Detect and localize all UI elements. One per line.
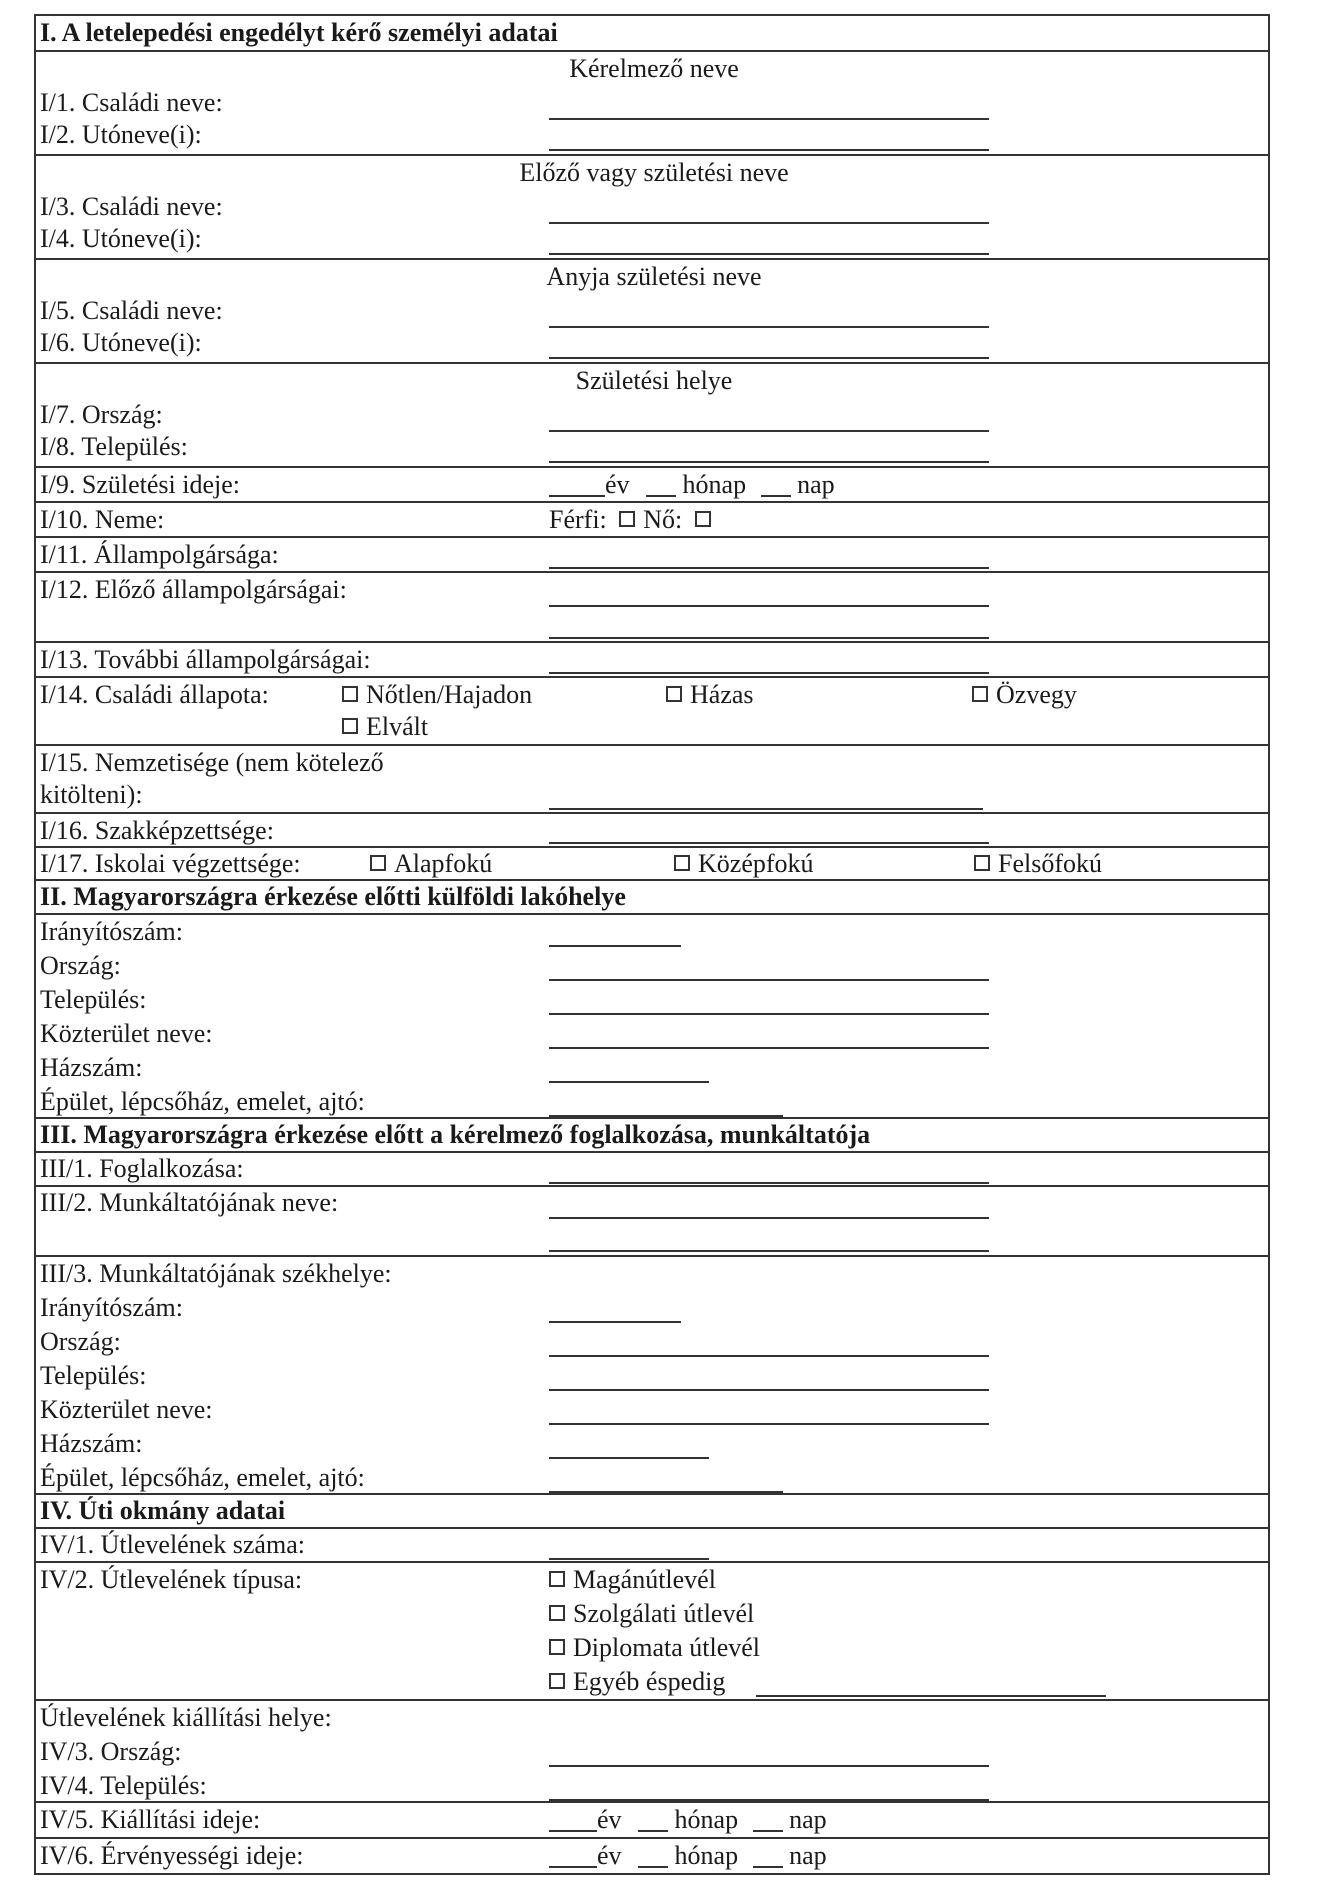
sex-female-label: Nő: [643, 505, 683, 534]
marital-married-label: Házas [690, 680, 754, 709]
iii1-row [36, 1153, 1268, 1187]
passport-other-input[interactable] [756, 1695, 1106, 1697]
education-higher-label: Felsőfokú [998, 849, 1102, 878]
field-label-i4: I/4. Utóneve(i): [40, 224, 202, 253]
field-label-i9: I/9. Születési ideje: [40, 470, 241, 499]
field-label-iv4: IV/4. Település: [40, 1771, 207, 1800]
employer-country-input[interactable] [549, 1355, 989, 1357]
education-basic-label: Alapfokú [394, 849, 493, 878]
marital-divorced-option[interactable] [342, 712, 428, 742]
birth-year-input[interactable] [549, 473, 605, 497]
validity-year-input[interactable] [549, 1844, 597, 1868]
passport-service-label: Szolgálati útlevél [573, 1599, 755, 1628]
iv6-row [36, 1839, 1268, 1875]
validity-day-input[interactable] [753, 1844, 783, 1868]
passport-diplomatic-checkbox[interactable] [549, 1639, 565, 1655]
i6-given-name-input[interactable] [549, 357, 989, 359]
field-label-i1: I/1. Családi neve: [40, 88, 223, 117]
passport-other-label: Egyéb éspedig [573, 1667, 726, 1696]
sex-options [549, 505, 719, 535]
section-3-header-row [36, 1119, 1268, 1153]
marital-single-option[interactable] [342, 680, 532, 710]
address-postcode-label: Irányítószám: [40, 917, 183, 946]
field-label-i15-line1: I/15. Nemzetisége (nem kötelező [40, 748, 384, 777]
education-secondary-label: Középfokú [698, 849, 814, 878]
birth-month-input[interactable] [646, 473, 676, 497]
field-label-i10: I/10. Neme: [40, 505, 165, 534]
i12-previous-citizenship-input-2[interactable] [549, 637, 989, 639]
issue-year-input[interactable] [549, 1808, 597, 1832]
sex-male-label: Férfi: [549, 505, 607, 534]
employer-house-label: Házszám: [40, 1429, 143, 1458]
passport-private-label: Magánútlevél [573, 1565, 716, 1594]
previous-name-title: Előző vagy születési neve [519, 158, 789, 187]
education-higher-checkbox[interactable] [974, 855, 990, 871]
i10-row [36, 503, 1268, 538]
field-label-iv1: IV/1. Útlevelének száma: [40, 1530, 305, 1559]
issue-date-field [549, 1805, 827, 1835]
marital-married-checkbox[interactable] [666, 686, 682, 702]
field-label-i16: I/16. Szakképzettsége: [40, 816, 274, 845]
marital-widowed-checkbox[interactable] [972, 686, 988, 702]
validity-month-input[interactable] [638, 1844, 668, 1868]
i16-qualification-input[interactable] [549, 842, 989, 844]
validity-year-unit: év [597, 1841, 622, 1870]
field-label-iii2: III/2. Munkáltatójának neve: [40, 1188, 339, 1217]
issue-year-unit: év [597, 1805, 622, 1834]
iii2-employer-name-input-2[interactable] [549, 1250, 989, 1252]
issue-place-label: Útlevelének kiállítási helye: [40, 1703, 332, 1732]
validity-date-field [549, 1841, 827, 1871]
employer-building-input[interactable] [549, 1491, 783, 1493]
i16-row [36, 814, 1268, 848]
field-label-i6: I/6. Utóneve(i): [40, 328, 202, 357]
marital-divorced-label: Elvált [366, 712, 429, 741]
education-basic-option[interactable] [370, 849, 492, 879]
issue-month-input[interactable] [638, 1808, 668, 1832]
validity-month-unit: hónap [674, 1841, 739, 1870]
iv5-row [36, 1803, 1268, 1839]
marital-widowed-label: Özvegy [996, 680, 1077, 709]
field-label-iv2: IV/2. Útlevelének típusa: [40, 1565, 303, 1594]
address-street-input[interactable] [549, 1047, 989, 1049]
field-label-iv5: IV/5. Kiállítási ideje: [40, 1805, 261, 1834]
iv2-row [36, 1563, 1268, 1701]
marital-divorced-checkbox[interactable] [342, 718, 358, 734]
field-label-i5: I/5. Családi neve: [40, 296, 223, 325]
iii2-employer-name-input-1[interactable] [549, 1217, 989, 1219]
education-secondary-option[interactable] [674, 849, 814, 879]
field-label-i3: I/3. Családi neve: [40, 192, 223, 221]
employer-street-input[interactable] [549, 1423, 989, 1425]
field-label-iii3: III/3. Munkáltatójának székhelye: [40, 1259, 392, 1288]
employer-house-input[interactable] [549, 1457, 709, 1459]
i11-row [36, 538, 1268, 573]
previous-name-group [36, 156, 1268, 260]
address-city-label: Település: [40, 985, 147, 1014]
education-secondary-checkbox[interactable] [674, 855, 690, 871]
section-1-header-row [36, 16, 1268, 52]
section-3-header: III. Magyarországra érkezése előtt a kérelmező foglalkozása, munkáltatója [40, 1120, 871, 1149]
passport-other-option[interactable] [549, 1667, 725, 1697]
iv4-city-input[interactable] [549, 1799, 989, 1801]
i14-row [36, 678, 1268, 746]
address-building-input[interactable] [549, 1115, 783, 1117]
iv1-passport-number-input[interactable] [549, 1558, 709, 1560]
education-basic-checkbox[interactable] [370, 855, 386, 871]
birth-day-input[interactable] [761, 473, 791, 497]
birthplace-group [36, 364, 1268, 468]
sex-female-checkbox[interactable] [695, 511, 711, 527]
i15-row [36, 746, 1268, 814]
address-city-input[interactable] [549, 1013, 989, 1015]
i9-row [36, 468, 1268, 503]
i4-given-name-input[interactable] [549, 253, 989, 255]
passport-private-checkbox[interactable] [549, 1571, 565, 1587]
field-label-i13: I/13. További állampolgárságai: [40, 645, 371, 674]
field-label-i11: I/11. Állampolgársága: [40, 540, 279, 569]
i2-given-name-input[interactable] [549, 149, 989, 151]
residence-permit-form [34, 14, 1270, 1875]
validity-day-unit: nap [789, 1841, 827, 1870]
field-label-i12: I/12. Előző állampolgárságai: [40, 575, 347, 604]
address-postcode-input[interactable] [549, 945, 681, 947]
month-unit: hónap [682, 470, 747, 499]
issue-day-input[interactable] [753, 1808, 783, 1832]
address-street-label: Közterület neve: [40, 1019, 213, 1048]
address-country-input[interactable] [549, 979, 989, 981]
marital-single-checkbox[interactable] [342, 686, 358, 702]
birth-date-field [549, 470, 835, 500]
employer-country-label: Ország: [40, 1327, 121, 1356]
section-4-header-row [36, 1495, 1268, 1529]
i7-country-input[interactable] [549, 430, 989, 432]
applicant-name-title: Kérelmező neve [569, 54, 739, 83]
sex-male-checkbox[interactable] [619, 511, 635, 527]
i5-family-name-input[interactable] [549, 326, 989, 328]
section-2-header-row [36, 881, 1268, 915]
section-1-header: I. A letelepedési engedélyt kérő személyi adatai [40, 18, 558, 47]
passport-diplomatic-label: Diplomata útlevél [573, 1633, 761, 1662]
address-building-label: Épület, lépcsőház, emelet, ajtó: [40, 1087, 365, 1116]
marital-single-label: Nőtlen/Hajadon [366, 680, 533, 709]
field-label-iii1: III/1. Foglalkozása: [40, 1154, 244, 1183]
i1-family-name-input[interactable] [549, 118, 989, 120]
issue-day-unit: nap [789, 1805, 827, 1834]
employer-postcode-label: Irányítószám: [40, 1293, 183, 1322]
iii2-row [36, 1187, 1268, 1257]
field-label-i7: I/7. Ország: [40, 400, 163, 429]
year-unit: év [605, 470, 630, 499]
passport-service-option[interactable] [549, 1599, 754, 1629]
address-house-label: Házszám: [40, 1053, 143, 1082]
employer-city-label: Település: [40, 1361, 147, 1390]
applicant-name-group [36, 52, 1268, 156]
marital-widowed-option[interactable] [972, 680, 1077, 710]
issue-month-unit: hónap [674, 1805, 739, 1834]
i13-other-citizenship-input[interactable] [549, 672, 989, 674]
field-label-i8: I/8. Település: [40, 432, 188, 461]
iv1-row [36, 1529, 1268, 1563]
employer-street-label: Közterület neve: [40, 1395, 213, 1424]
iii3-employer-address-group [36, 1257, 1268, 1495]
birthplace-title: Születési helye [575, 366, 733, 395]
section-4-header: IV. Úti okmány adatai [40, 1496, 286, 1525]
mother-name-title: Anyja születési neve [546, 262, 762, 291]
i15-nationality-input[interactable] [549, 808, 983, 810]
employer-building-label: Épület, lépcsőház, emelet, ajtó: [40, 1463, 365, 1492]
employer-city-input[interactable] [549, 1389, 989, 1391]
field-label-i15-line2: kitölteni): [40, 780, 143, 809]
mother-name-group [36, 260, 1268, 364]
marital-married-option[interactable] [666, 680, 754, 710]
field-label-i14: I/14. Családi állapota: [40, 680, 269, 709]
foreign-address-group [36, 915, 1268, 1119]
education-higher-option[interactable] [974, 849, 1102, 879]
i3-family-name-input[interactable] [549, 222, 989, 224]
address-country-label: Ország: [40, 951, 121, 980]
field-label-iv3: IV/3. Ország: [40, 1737, 182, 1766]
field-label-iv6: IV/6. Érvényességi ideje: [40, 1841, 304, 1870]
i12-previous-citizenship-input-1[interactable] [549, 605, 989, 607]
issue-place-group [36, 1701, 1268, 1803]
passport-diplomatic-option[interactable] [549, 1633, 760, 1663]
passport-service-checkbox[interactable] [549, 1605, 565, 1621]
i8-city-input[interactable] [549, 461, 989, 463]
i11-citizenship-input[interactable] [549, 567, 989, 569]
i12-row [36, 573, 1268, 643]
passport-private-option[interactable] [549, 1565, 716, 1595]
address-house-input[interactable] [549, 1081, 709, 1083]
iii1-occupation-input[interactable] [549, 1182, 989, 1184]
field-label-i17: I/17. Iskolai végzettsége: [40, 849, 301, 878]
iv3-country-input[interactable] [549, 1765, 989, 1767]
i13-row [36, 643, 1268, 678]
i17-row [36, 848, 1268, 881]
field-label-i2: I/2. Utóneve(i): [40, 120, 202, 149]
passport-other-checkbox[interactable] [549, 1673, 565, 1689]
day-unit: nap [797, 470, 835, 499]
section-2-header: II. Magyarországra érkezése előtti külföldi lakóhelye [40, 882, 626, 911]
employer-postcode-input[interactable] [549, 1321, 681, 1323]
